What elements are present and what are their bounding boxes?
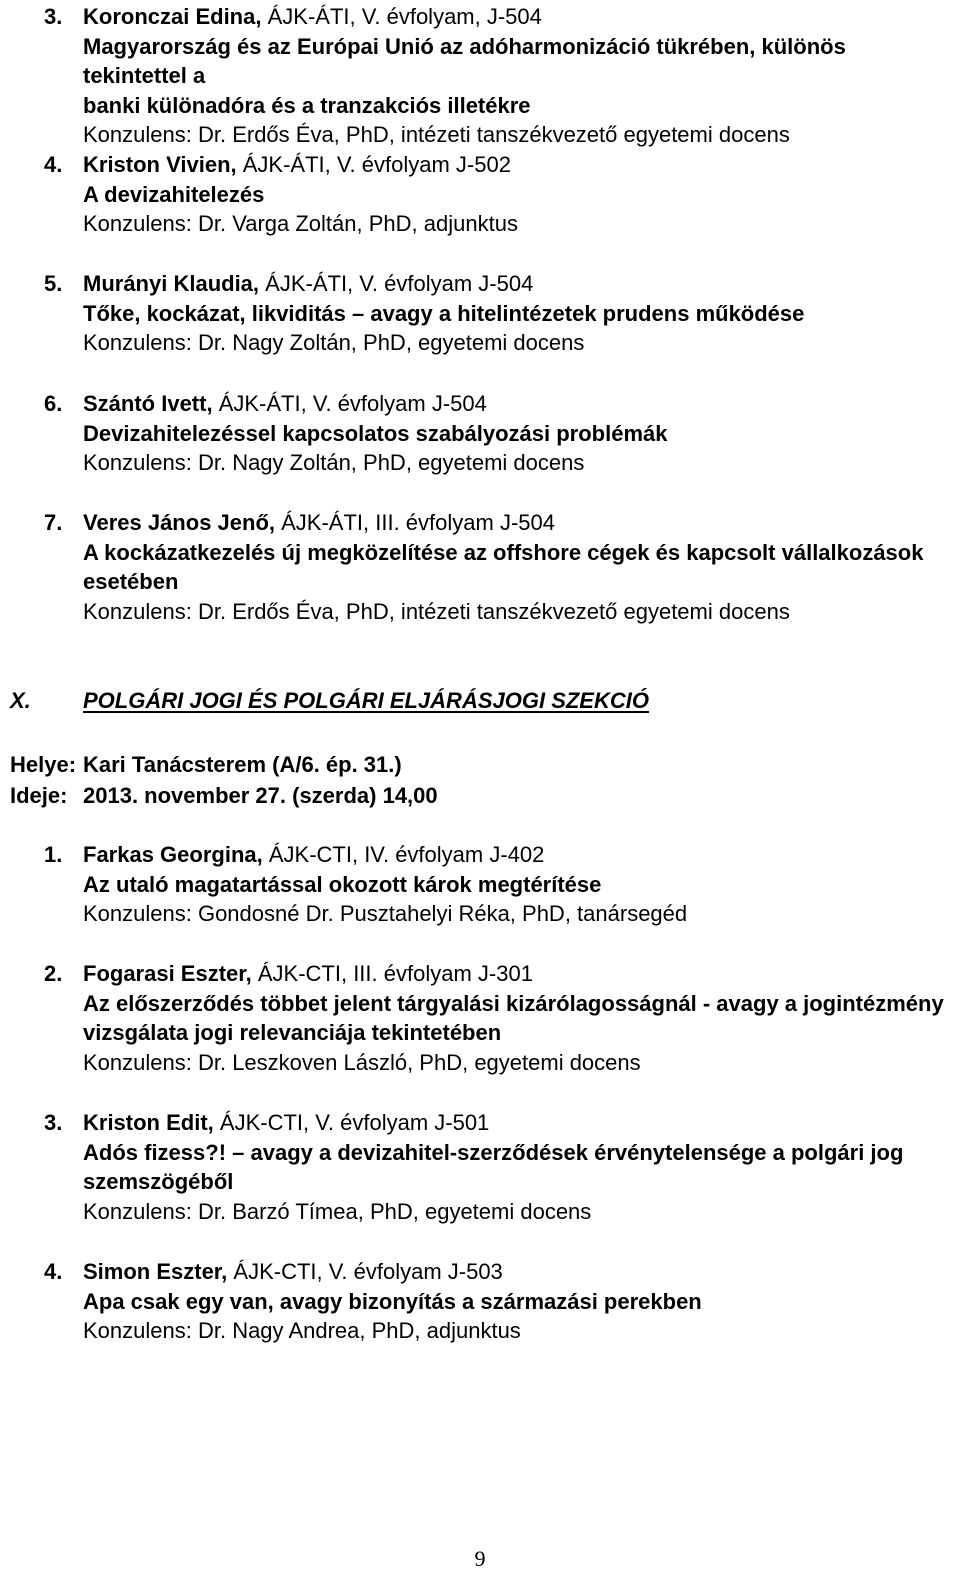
- thesis-title-line: Adós fizess?! – avagy a devizahitel-szerződések érvénytelensége a polgári jog: [83, 1139, 904, 1165]
- entry-header: [44, 840, 949, 870]
- entry-number: 6.: [44, 391, 63, 416]
- entry-5-muranyi: [44, 269, 949, 358]
- student-details: ÁJK-ÁTI, III. évfolyam J-504: [275, 510, 555, 535]
- entry-header: [44, 269, 949, 299]
- section-number: X.: [10, 688, 31, 713]
- student-details: ÁJK-ÁTI, V. évfolyam J-504: [259, 271, 534, 296]
- thesis-title-line: Devizahitelezéssel kapcsolatos szabályozási problémák: [83, 420, 668, 446]
- thesis-title-line: Tőke, kockázat, likviditás – avagy a hitelintézetek prudens működése: [83, 300, 805, 326]
- entry-number: 4.: [44, 152, 63, 177]
- entry-3-kriston-edit: [44, 1108, 949, 1226]
- consultant: Konzulens: Dr. Nagy Zoltán, PhD, egyetemi docens: [83, 450, 585, 475]
- entry-number: 7.: [44, 510, 63, 535]
- thesis-title: [44, 1138, 949, 1197]
- thesis-title: [44, 419, 949, 449]
- student-details: ÁJK-ÁTI, V. évfolyam J-502: [236, 152, 511, 177]
- entry-6-szanto: [44, 389, 949, 478]
- entry-number: 3.: [44, 4, 63, 29]
- consultant: Konzulens: Dr. Leszkoven László, PhD, egyetemi docens: [83, 1049, 641, 1075]
- student-name: Szántó Ivett,: [83, 391, 213, 416]
- student-name: Kriston Vivien,: [83, 152, 237, 177]
- thesis-title: [44, 989, 949, 1048]
- entry-3-koronczai: [44, 2, 949, 150]
- thesis-title-line: Apa csak egy van, avagy bizonyítás a származási perekben: [83, 1288, 702, 1314]
- thesis-title-line: Magyarország és az Európai Unió az adóharmonizáció tükrében, különös tekintettel a: [83, 33, 846, 88]
- thesis-title: [44, 870, 949, 900]
- entry-header: [44, 508, 949, 538]
- thesis-title-line: vizsgálata jogi relevanciája tekintetében: [83, 1020, 502, 1045]
- entry-header: [44, 2, 949, 32]
- consultant: Konzulens: Dr. Barzó Tímea, PhD, egyetemi docens: [83, 1198, 592, 1224]
- entry-header: [44, 389, 949, 419]
- entry-7-veres: [44, 508, 949, 626]
- thesis-title-line: szemszögéből: [83, 1169, 234, 1194]
- entry-1-farkas: [44, 840, 949, 929]
- venue-time: [10, 781, 438, 811]
- student-name: Simon Eszter,: [83, 1259, 228, 1284]
- time-value: 2013. november 27. (szerda) 14,00: [83, 783, 438, 808]
- consultant: Konzulens: Dr. Erdős Éva, PhD, intézeti tanszékvezető egyetemi docens: [83, 122, 790, 147]
- thesis-title-line: Az utaló magatartással okozott károk megtérítése: [83, 871, 602, 897]
- entry-number: 1.: [44, 842, 63, 867]
- venue-place: [10, 750, 402, 780]
- student-details: ÁJK-ÁTI, V. évfolyam J-504: [212, 391, 487, 416]
- thesis-title-line: A kockázatkezelés új megközelítése az offshore cégek és kapcsolt vállalkozások: [83, 539, 924, 565]
- entry-2-fogarasi: [44, 959, 949, 1077]
- thesis-title: [44, 1287, 949, 1317]
- entry-header: [44, 1257, 949, 1287]
- entry-number: 4.: [44, 1259, 63, 1284]
- thesis-title-line: esetében: [83, 569, 179, 594]
- section-heading: [10, 686, 649, 716]
- section-title: POLGÁRI JOGI ÉS POLGÁRI ELJÁRÁSJOGI SZEKCIÓ: [83, 688, 649, 713]
- entry-header: [44, 1108, 949, 1138]
- place-label: Helye:: [10, 752, 77, 777]
- thesis-title: [44, 299, 949, 329]
- student-details: ÁJK-CTI, IV. évfolyam J-402: [262, 842, 545, 867]
- student-name: Fogarasi Eszter,: [83, 961, 252, 986]
- student-name: Farkas Georgina,: [83, 842, 263, 867]
- entry-4-kriston-vivien: [44, 150, 949, 239]
- thesis-title: [44, 32, 949, 121]
- student-name: Kriston Edit,: [83, 1110, 214, 1135]
- entry-4-simon: [44, 1257, 949, 1346]
- entry-header: [44, 959, 949, 989]
- student-details: ÁJK-CTI, V. évfolyam J-503: [227, 1259, 503, 1284]
- page-number: 9: [474, 1546, 486, 1571]
- thesis-title-line: banki különadóra és a tranzakciós illetékre: [83, 92, 531, 118]
- consultant: Konzulens: Dr. Nagy Andrea, PhD, adjunktus: [83, 1318, 521, 1343]
- student-details: ÁJK-CTI, V. évfolyam J-501: [213, 1110, 490, 1135]
- thesis-title: [44, 538, 949, 597]
- entry-header: [44, 150, 949, 180]
- consultant: Konzulens: Dr. Varga Zoltán, PhD, adjunktus: [83, 211, 518, 236]
- thesis-title: [44, 180, 949, 210]
- consultant: Konzulens: Gondosné Dr. Pusztahelyi Réka, PhD, tanársegéd: [83, 901, 688, 926]
- student-details: ÁJK-CTI, III. évfolyam J-301: [251, 961, 533, 986]
- entry-number: 3.: [44, 1110, 63, 1135]
- entry-number: 5.: [44, 271, 63, 296]
- thesis-title-line: Az előszerződés többet jelent tárgyalási kizárólagosságnál - avagy a jogintézmény: [83, 990, 944, 1016]
- consultant: Konzulens: Dr. Erdős Éva, PhD, intézeti tanszékvezető egyetemi docens: [83, 598, 790, 624]
- consultant: Konzulens: Dr. Nagy Zoltán, PhD, egyetemi docens: [83, 330, 585, 355]
- student-name: Murányi Klaudia,: [83, 271, 260, 296]
- student-details: ÁJK-ÁTI, V. évfolyam, J-504: [261, 4, 542, 29]
- student-name: Veres János Jenő,: [83, 510, 275, 535]
- place-value: Kari Tanácsterem (A/6. ép. 31.): [83, 752, 402, 777]
- thesis-title-line: A devizahitelezés: [83, 181, 265, 207]
- entry-number: 2.: [44, 961, 63, 986]
- student-name: Koronczai Edina,: [83, 4, 262, 29]
- time-label: Ideje:: [10, 783, 68, 808]
